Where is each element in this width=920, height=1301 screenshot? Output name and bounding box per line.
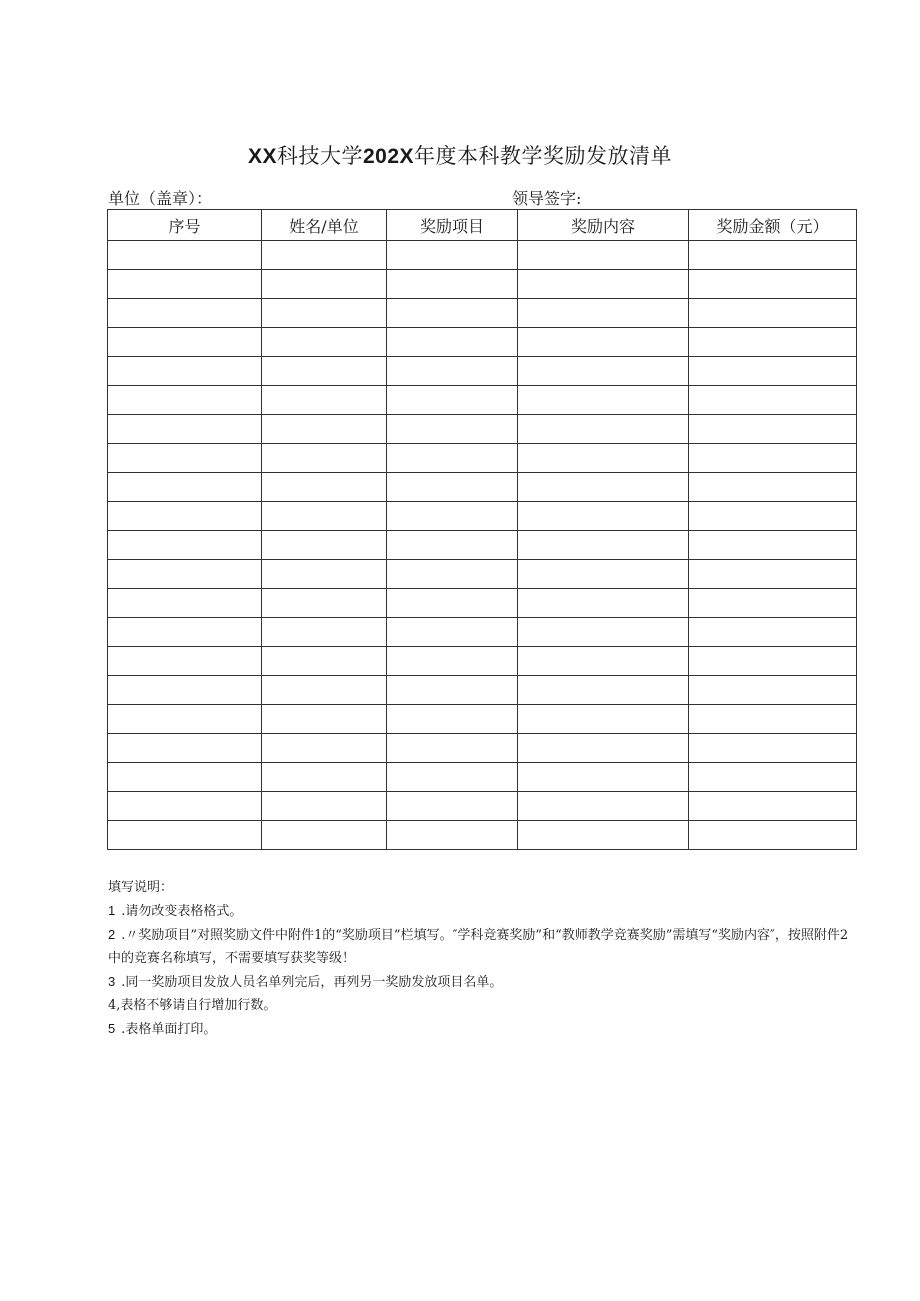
table-cell[interactable] <box>518 386 689 415</box>
table-row <box>108 618 857 647</box>
table-cell[interactable] <box>108 560 262 589</box>
table-cell[interactable] <box>108 299 262 328</box>
table-cell[interactable] <box>262 560 387 589</box>
instruction-number: 3 <box>108 974 116 989</box>
table-cell[interactable] <box>689 270 857 299</box>
table-cell[interactable] <box>689 386 857 415</box>
table-cell[interactable] <box>108 270 262 299</box>
table-cell[interactable] <box>262 357 387 386</box>
table-cell[interactable] <box>518 589 689 618</box>
table-cell[interactable] <box>262 299 387 328</box>
table-cell[interactable] <box>689 531 857 560</box>
unit-stamp-label: 单位（盖章）： <box>108 189 213 208</box>
table-cell[interactable] <box>518 821 689 850</box>
instructions-list <box>108 899 858 1041</box>
title-suffix: 年度本科教学奖励发放清单 <box>414 144 673 168</box>
table-cell[interactable] <box>387 589 518 618</box>
table-cell[interactable] <box>689 328 857 357</box>
table-cell[interactable] <box>387 792 518 821</box>
table-cell[interactable] <box>518 357 689 386</box>
table-cell[interactable] <box>262 531 387 560</box>
table-cell[interactable] <box>108 647 262 676</box>
table-cell[interactable] <box>689 705 857 734</box>
table-cell[interactable] <box>387 270 518 299</box>
table-cell[interactable] <box>689 415 857 444</box>
table-cell[interactable] <box>518 792 689 821</box>
instruction-text: .同一奖励项目发放人员名单列完后，再列另一奖励发放项目名单。 <box>121 975 503 990</box>
table-cell[interactable] <box>689 618 857 647</box>
header-award-content: 奖励内容 <box>518 210 689 241</box>
table-row <box>108 270 857 299</box>
instruction-number: 2 <box>108 927 116 942</box>
table-cell[interactable] <box>108 386 262 415</box>
table-cell[interactable] <box>689 473 857 502</box>
table-cell[interactable] <box>262 589 387 618</box>
table-row <box>108 560 857 589</box>
table-cell[interactable] <box>387 502 518 531</box>
table-cell[interactable] <box>518 676 689 705</box>
table-cell[interactable] <box>518 618 689 647</box>
leader-signature-label: 领导签字: <box>512 189 582 208</box>
table-cell[interactable] <box>108 444 262 473</box>
table-row <box>108 444 857 473</box>
table-cell[interactable] <box>518 763 689 792</box>
table-row <box>108 647 857 676</box>
table-cell[interactable] <box>518 560 689 589</box>
table-cell[interactable] <box>387 647 518 676</box>
table-row <box>108 386 857 415</box>
table-cell[interactable] <box>262 734 387 763</box>
table-cell[interactable] <box>387 357 518 386</box>
header-award-item: 奖励项目 <box>387 210 518 241</box>
instruction-text: .表格单面打印。 <box>121 1022 217 1037</box>
table-cell[interactable] <box>108 357 262 386</box>
table-cell[interactable] <box>387 676 518 705</box>
table-cell[interactable] <box>262 763 387 792</box>
table-cell[interactable] <box>387 560 518 589</box>
table-row <box>108 299 857 328</box>
table-cell[interactable] <box>108 473 262 502</box>
table-cell[interactable] <box>387 444 518 473</box>
table-cell[interactable] <box>689 734 857 763</box>
table-cell[interactable] <box>689 357 857 386</box>
table-cell[interactable] <box>262 821 387 850</box>
table-cell[interactable] <box>387 415 518 444</box>
table-cell[interactable] <box>108 821 262 850</box>
table-cell[interactable] <box>387 821 518 850</box>
table-row <box>108 531 857 560</box>
table-row <box>108 357 857 386</box>
table-cell[interactable] <box>689 821 857 850</box>
table-cell[interactable] <box>387 763 518 792</box>
table-cell[interactable] <box>689 502 857 531</box>
table-row <box>108 763 857 792</box>
table-cell[interactable] <box>518 415 689 444</box>
table-cell[interactable] <box>518 705 689 734</box>
table-cell[interactable] <box>387 618 518 647</box>
instruction-text: .〃奖励项目”对照奖励文件中附件1的“奖励项目”栏填写。″学科竞赛奖励”和“教师教学竞赛奖励”需填写“奖励内容″，按照附件2中的竞赛名称填写，不需要填写获奖等级！ <box>108 928 849 966</box>
table-cell[interactable] <box>689 589 857 618</box>
instruction-text: 4,表格不够请自行增加行数。 <box>108 998 277 1013</box>
table-cell[interactable] <box>518 299 689 328</box>
table-body <box>108 241 857 850</box>
table-cell[interactable] <box>387 386 518 415</box>
table-cell[interactable] <box>518 241 689 270</box>
table-cell[interactable] <box>108 241 262 270</box>
table-cell[interactable] <box>108 763 262 792</box>
table-cell[interactable] <box>262 502 387 531</box>
table-cell[interactable] <box>518 444 689 473</box>
table-cell[interactable] <box>387 734 518 763</box>
table-cell[interactable] <box>689 560 857 589</box>
table-cell[interactable] <box>689 792 857 821</box>
instruction-text: .请勿改变表格格式。 <box>121 904 243 919</box>
table-header-row <box>108 210 857 241</box>
table-cell[interactable] <box>108 618 262 647</box>
table-cell[interactable] <box>108 792 262 821</box>
title-mid: 科技大学 <box>276 144 363 168</box>
instruction-number: 5 <box>108 1021 116 1036</box>
table-cell[interactable] <box>108 734 262 763</box>
table-cell[interactable] <box>518 647 689 676</box>
award-table <box>107 209 857 850</box>
table-cell[interactable] <box>108 705 262 734</box>
table-cell[interactable] <box>262 618 387 647</box>
instruction-number: 1 <box>108 903 116 918</box>
table-cell[interactable] <box>689 763 857 792</box>
table-cell[interactable] <box>518 734 689 763</box>
table-cell[interactable] <box>689 647 857 676</box>
table-cell[interactable] <box>262 676 387 705</box>
table-row <box>108 502 857 531</box>
table-cell[interactable] <box>387 705 518 734</box>
table-row <box>108 328 857 357</box>
table-row <box>108 241 857 270</box>
table-cell[interactable] <box>689 676 857 705</box>
table-row <box>108 734 857 763</box>
table-cell[interactable] <box>518 531 689 560</box>
instruction-item <box>108 899 858 923</box>
table-cell[interactable] <box>108 328 262 357</box>
instructions <box>108 876 858 1041</box>
table-row <box>108 676 857 705</box>
table-cell[interactable] <box>387 531 518 560</box>
header-award-amount: 奖励金额（元） <box>689 210 857 241</box>
table-cell[interactable] <box>108 502 262 531</box>
table-cell[interactable] <box>108 589 262 618</box>
table-cell[interactable] <box>518 473 689 502</box>
table-cell[interactable] <box>262 705 387 734</box>
instructions-heading: 填写说明： <box>108 880 174 895</box>
table-cell[interactable] <box>387 473 518 502</box>
table-row <box>108 415 857 444</box>
table-row <box>108 473 857 502</box>
table-cell[interactable] <box>262 792 387 821</box>
table-cell[interactable] <box>262 386 387 415</box>
table-row <box>108 792 857 821</box>
instruction-item <box>108 994 858 1017</box>
table-cell[interactable] <box>108 415 262 444</box>
instruction-item <box>108 970 858 994</box>
title-year: 202X <box>362 145 415 168</box>
title-prefix: XX <box>247 145 277 168</box>
table-cell[interactable] <box>262 444 387 473</box>
table-row <box>108 589 857 618</box>
table-cell[interactable] <box>387 299 518 328</box>
table-cell[interactable] <box>262 270 387 299</box>
table-cell[interactable] <box>262 415 387 444</box>
page-title <box>0 140 920 170</box>
table-cell[interactable] <box>689 444 857 473</box>
table-cell[interactable] <box>108 676 262 705</box>
table-cell[interactable] <box>387 241 518 270</box>
table-row <box>108 821 857 850</box>
table-cell[interactable] <box>262 473 387 502</box>
table-cell[interactable] <box>262 241 387 270</box>
table-cell[interactable] <box>518 502 689 531</box>
table-cell[interactable] <box>262 647 387 676</box>
instruction-item <box>108 1017 858 1041</box>
instruction-item <box>108 923 858 970</box>
header-name-unit: 姓名/单位 <box>262 210 387 241</box>
table-cell[interactable] <box>689 241 857 270</box>
table-cell[interactable] <box>262 328 387 357</box>
table-cell[interactable] <box>108 531 262 560</box>
table-cell[interactable] <box>518 270 689 299</box>
table-row <box>108 705 857 734</box>
table-cell[interactable] <box>387 328 518 357</box>
table-cell[interactable] <box>518 328 689 357</box>
table-cell[interactable] <box>689 299 857 328</box>
header-serial-number: 序号 <box>108 210 262 241</box>
